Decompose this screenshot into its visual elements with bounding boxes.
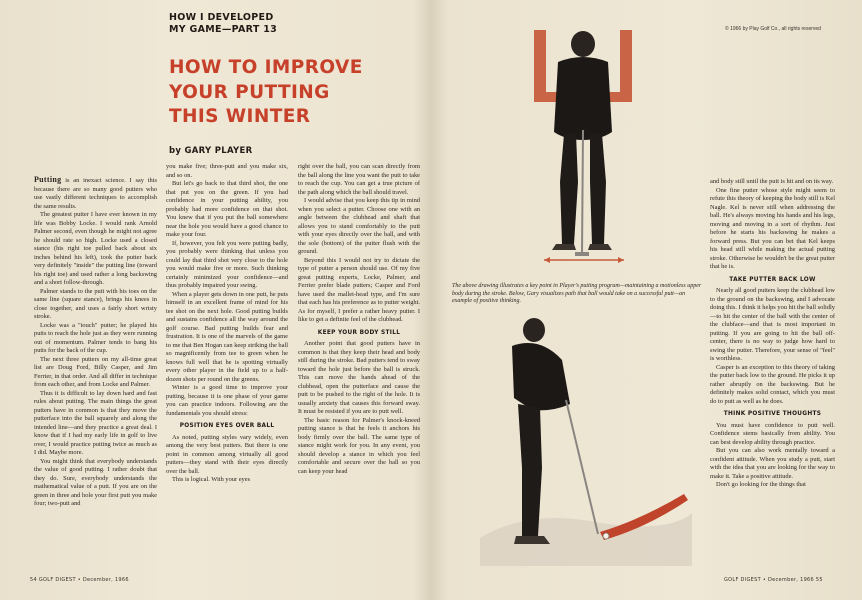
putter-head [575, 252, 589, 256]
golfer-head [523, 318, 545, 342]
text-column-4 [710, 178, 835, 575]
text-column-3 [298, 163, 420, 575]
paragraph: But let's go back to that third shot, the one that put you on the green. If you had confidence in your putting ability, you probably had more confidence on that shot. You knew that if you put the ball somewhere near the hole you would have a good chance to make your four. [166, 180, 288, 238]
golfer-side-view-illustration [470, 308, 700, 570]
byline: by GARY PLAYER [169, 146, 253, 156]
paragraph: Winter is a good time to improve your putting, because it is one phase of your game you can practice indoors. Following are the fundamentals you should stress: [166, 384, 288, 417]
article-title [169, 56, 363, 130]
title-line-3: THIS WINTER [169, 106, 311, 127]
paragraph: The greatest putter I have ever known in my life was Bobby Locke. I would rank Arnold Palmer second, even though he might not agree he should rate so high. Locke used a closed stance (his right toe pulled back about six inches behind his left), took the putter back very definitely "inside" the putting line (toward his right toe) and used rather a long backswing and a short follow-through. [34, 211, 157, 286]
drop-cap-word: Putting [34, 176, 62, 184]
section-heading: KEEP YOUR BODY STILL [317, 329, 401, 336]
paragraph: Locke was a "touch" putter; he played his putts to reach the hole just as they were running out of momentum. Palmer tends to bang his putts for the back of the cup. [34, 321, 157, 354]
paragraph: This is logical. With your eyes [172, 476, 251, 483]
paragraph: you make five; three-putt and you make six, and so on. [166, 163, 288, 179]
golfer-legs [518, 404, 542, 536]
paragraph: Casper is an exception to this theory of taking the putter back low to the ground. He picks it up rather abruptly on the backswing. But he definitely makes solid contact, which you must do to putt as well as he does. [710, 363, 835, 405]
right-folio: GOLF DIGEST • December, 1966 55 [724, 577, 823, 583]
golfer-head [571, 31, 595, 57]
golfer-left-shoe [552, 244, 576, 250]
paragraph: I would advise that you keep this tip in mind when you select a putter. Choose one with an angle between the clubhead and shaft that allows you to stand comfortably to the putt with your eyes directly over the ball, and with the sole (bottom) of the putter flush with the ground. [298, 197, 420, 255]
title-line-2: YOUR PUTTING [169, 81, 330, 103]
illustration-caption: The above drawing illustrates a key point in Player's putting program—maintaining a motionless upper body during the stroke. Below, Gary visualizes path that ball would take on a successful putt—an example of positive thinking. [452, 283, 702, 304]
paragraph: Putting is an inexact science. I say this because there are so many good putters who use vastly different techniques to accomplish the same results. [34, 176, 157, 210]
text-column-1 [34, 176, 157, 572]
kicker-line-2: MY GAME—PART 13 [169, 24, 278, 35]
paragraph: The next three putters on my all-time great list are Doug Ford, Billy Casper, and Jim Ferrier, in that order. And all differ in technique from each other, and from Locke and Palmer. [34, 355, 157, 388]
paragraph: Thus it is difficult to lay down hard and fast rules about putting. The main things the great putters have in common is that they move the putterface into the ball squarely and along the intended line—and they practice a great deal. I know that if I had my early life in golf to live over, I would practice putting twice as much as I did. Maybe more. [34, 389, 157, 456]
golfer-torso [554, 57, 612, 140]
putter-shaft [566, 400, 598, 534]
paragraph: Another point that good putters have in common is that they keep their head and body still during the stroke. Bad putters tend to sway toward the hole just before the ball is struck. This can move the hands ahead of the clubhead, open the putterface and cause the putt to be pushed to the right of the hole. It is usually anxiety that causes this forward sway. It must be resisted if you are to putt well. [298, 340, 420, 415]
putter-shaft [582, 130, 583, 254]
paragraph: But you can also work mentally toward a confident attitude. When you study a putt, start with the idea that you are looking for the way to make it. Take a positive attitude. [710, 447, 835, 480]
paragraph: Nearly all good putters keep the clubhead low to the ground on the backswing, and I advocate doing this. I think it helps you hit the ball solidly—to hit the center of the ball with the center of the clubface—and that is most important in putting. If you are going to hit the ball off-center, there is no way to judge how hard to swing the putter. Therefore, your sense of "feel" is worthless. [710, 287, 835, 362]
paragraph: When a player gets down in one putt, he puts himself in an excellent frame of mind for his tee shot on the next hole. Good putting builds and sustains confidence all the way around the golf course. Bad putting builds fear and frustration. It is one of the marvels of the game to me that Ben Hogan can keep striking the ball so magnificently from tee to green when he knows full well that he is spotting virtually every other player in the field up to a half-dozen shots per round on the greens. [166, 290, 288, 383]
left-folio: 54 GOLF DIGEST • December, 1966 [30, 577, 129, 583]
golfer-torso [512, 343, 570, 410]
golf-ball [603, 533, 609, 539]
paragraph: As noted, putting styles vary widely, even among the very best putters. But there is one point in common among virtually all good putters—they stand with their eyes directly over the ball. [166, 433, 288, 475]
paragraph: The basic reason for Palmer's knock-kneed putting stance is that he feels it anchors his body firmly over the ball. The same type of stance might work for you. In any event, you should develop a stance in which you feel comfortable and secure over the ball so you can keep your head [298, 416, 420, 475]
paragraph: Don't go looking for the things that [716, 481, 806, 488]
section-heading: TAKE PUTTER BACK LOW [729, 276, 816, 283]
kicker-line-1: HOW I DEVELOPED [169, 12, 274, 23]
golfer-left-leg [560, 134, 578, 244]
section-heading: THINK POSITIVE THOUGHTS [723, 411, 822, 417]
golfer-shoes [514, 536, 550, 544]
paragraph: and body still until the putt is hit and on its way. [710, 178, 834, 185]
paragraph: right over the ball, you can scan directly from the ball along the line you want the putt to take to reach the cup. You can get a true picture of the path along which the ball should travel. [298, 163, 420, 196]
section-heading: POSITION EYES OVER BALL [179, 423, 275, 429]
paragraph: If, however, you felt you were putting badly, you probably were thinking that unless you could lay that third shot very close to the hole you would make five or more. Such thinking certainly minimized your confidence—and thus probably impaired your swing. [166, 239, 288, 289]
paragraph: One fine putter whose style might seem to refute this theory of keeping the body still is Kel Nagle. Kel is never still when addressing the ball. He's always moving his hands and his legs, moving and moving in a sort of rhythm. Just before he starts his backswing he makes a forward press. But you can bet that Kel keeps his head still while making the actual putting stroke. Otherwise he wouldn't be the great putter that he is. [710, 186, 835, 270]
series-kicker [169, 12, 277, 36]
golfer-right-shoe [588, 244, 612, 250]
paragraph: Palmer stands to the putt with his toes on the same line (square stance), brings his knees in close together, and uses a fairly short wristy stroke. [34, 287, 157, 320]
text-column-2 [166, 163, 288, 575]
golfer-right-leg [590, 134, 606, 244]
green-shading [480, 513, 692, 566]
copyright-notice: © 1966 by Play Golf Co., all rights reserved [725, 26, 821, 32]
paragraph: You must have confidence to putt well. Confidence stems basically from ability. You can best develop ability through practice. [710, 421, 835, 446]
golfer-front-view-illustration [520, 22, 650, 270]
title-line-1: HOW TO IMPROVE [169, 57, 363, 78]
paragraph: Beyond this I would not try to dictate the type of putter a person should use. Of my five great putting experts, Locke, Palmer, and Ferrier prefer blade putters; Casper and Ford have used the mallet-head type, and I'm sure that each has his preference as to putter weight. As for myself, I prefer a rather heavy putter. I like to get a definite feel of the clubhead. [298, 256, 420, 323]
paragraph: You might think that everybody understands the value of good putting. I rather doubt that they do. Sure, everybody understands the mathematical value of a putt. If you are on the green in three and hole your first putt you make four; two-putt and [34, 457, 157, 507]
